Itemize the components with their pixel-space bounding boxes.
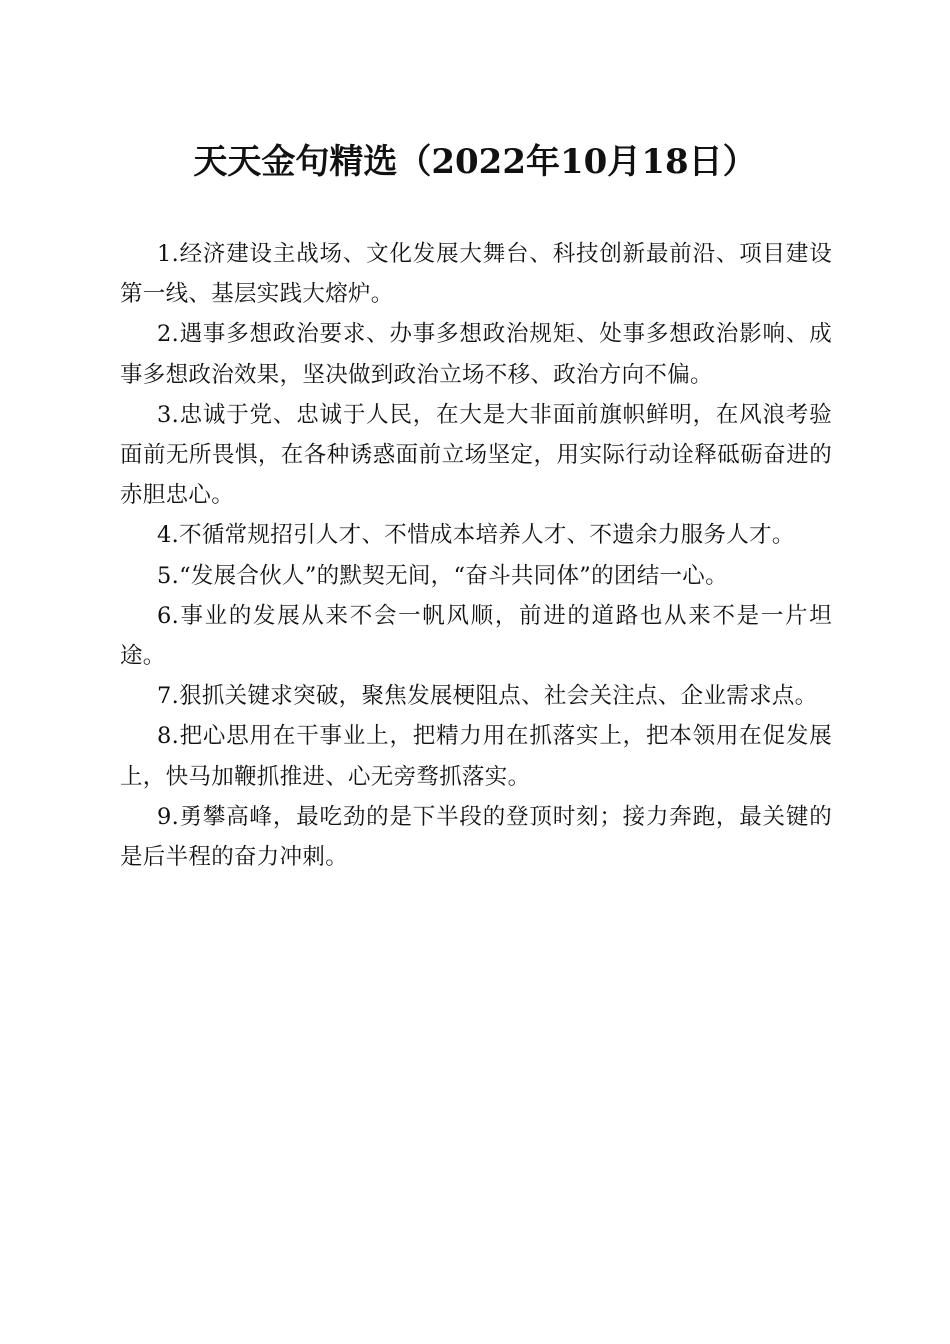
quote-item bbox=[120, 556, 832, 596]
quote-number: 8. bbox=[157, 723, 180, 750]
quote-item bbox=[120, 676, 832, 716]
quote-item bbox=[120, 314, 832, 394]
quote-item bbox=[120, 797, 832, 877]
quote-number: 1. bbox=[157, 241, 180, 267]
quote-item bbox=[120, 234, 832, 314]
quote-item bbox=[120, 395, 832, 516]
quote-text: 经济建设主战场、文化发展大舞台、科技创新最前沿、项目建设第一线、基层实践大熔炉。 bbox=[120, 241, 832, 308]
quote-number: 6. bbox=[157, 602, 180, 629]
quote-text: 不循常规招引人才、不惜成本培养人才、不遗余力服务人才。 bbox=[179, 522, 795, 549]
quote-item bbox=[120, 596, 832, 676]
quote-item bbox=[120, 716, 832, 796]
quote-text: 事业的发展从来不会一帆风顺，前进的道路也从来不是一片坦途。 bbox=[120, 602, 832, 670]
quote-number: 5. bbox=[157, 562, 180, 589]
quote-text: 遇事多想政治要求、办事多想政治规矩、处事多想政治影响、成事多想政治效果，坚决做到政治立场不移、政治方向不偏。 bbox=[120, 321, 832, 388]
quote-text: 忠诚于党、忠诚于人民，在大是大非面前旗帜鲜明，在风浪考验面前无所畏惧，在各种诱惑面前立场坚定，用实际行动诠释砥砺奋进的赤胆忠心。 bbox=[120, 401, 832, 509]
quote-list bbox=[120, 234, 832, 877]
quote-number: 7. bbox=[157, 683, 180, 710]
quote-number: 4. bbox=[157, 522, 180, 549]
quote-number: 2. bbox=[157, 321, 180, 348]
quote-text: 勇攀高峰，最吃劲的是下半段的登顶时刻；接力奔跑，最关键的是后半程的奋力冲刺。 bbox=[120, 803, 832, 871]
quote-text: “发展合伙人”的默契无间，“奋斗共同体”的团结一心。 bbox=[179, 562, 728, 589]
quote-text: 狠抓关键求突破，聚焦发展梗阻点、社会关注点、企业需求点。 bbox=[179, 683, 818, 710]
quote-number: 3. bbox=[157, 401, 180, 428]
quote-item bbox=[120, 515, 832, 555]
document-title: 天天金句精选（2022年10月18日） bbox=[193, 142, 757, 182]
quote-number: 9. bbox=[157, 803, 180, 830]
quote-text: 把心思用在干事业上，把精力用在抓落实上，把本领用在促发展上，快马加鞭抓推进、心无旁骛抓落实。 bbox=[120, 723, 832, 790]
